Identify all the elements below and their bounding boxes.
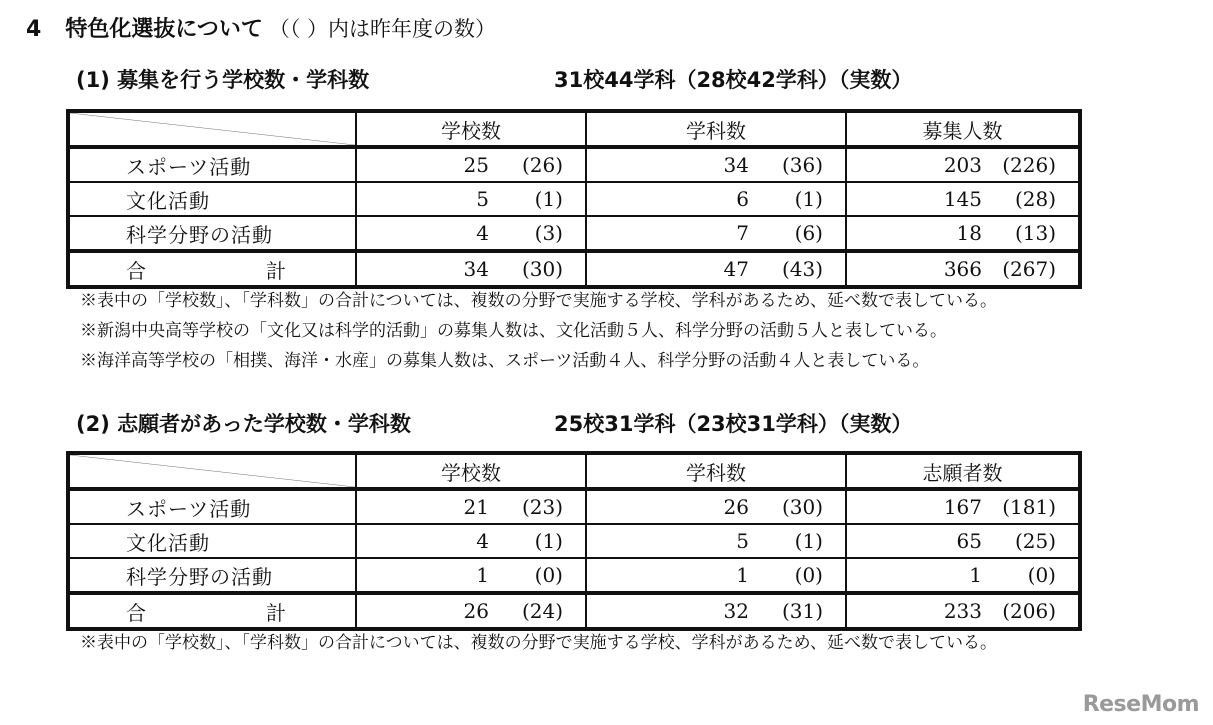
row-label: スポーツ活動: [68, 489, 356, 524]
column-header: 募集人数: [846, 111, 1080, 147]
table-header-row: [68, 453, 1080, 489]
cell-value: 5 (1): [586, 524, 846, 558]
cell-value: 32 (31): [586, 593, 846, 629]
row-label: 文化活動: [68, 182, 356, 216]
section2-table: [66, 451, 1082, 631]
cell-value: 26 (30): [586, 489, 846, 524]
cell-value: 167 (181): [846, 489, 1080, 524]
cell-value: 18 (13): [846, 216, 1080, 251]
column-header: 学校数: [356, 111, 586, 147]
table-row: [68, 558, 1080, 593]
heading-note: （（ ）内は昨年度の数）: [268, 17, 497, 41]
column-header: 学科数: [586, 453, 846, 489]
row-label: 科学分野の活動: [68, 216, 356, 251]
cell-value: 4 (1): [356, 524, 586, 558]
column-header: 志願者数: [846, 453, 1080, 489]
footnote: ※表中の「学校数」、「学科数」の合計については、複数の分野で実施する学校、学科があるため、延べ数で表している。: [80, 633, 997, 653]
cell-value: 1 (0): [356, 558, 586, 593]
cell-value: 25 (26): [356, 147, 586, 182]
section-number: 4: [26, 17, 42, 42]
total-label: 合 計: [68, 593, 356, 629]
footnote: ※表中の「学校数」、「学科数」の合計については、複数の分野で実施する学校、学科があるため、延べ数で表している。: [80, 291, 997, 311]
cell-value: 47 (43): [586, 251, 846, 287]
table-row: [68, 524, 1080, 558]
page-title: [26, 12, 496, 43]
footnote: ※海洋高等学校の「相撲、海洋・水産」の募集人数は、スポーツ活動４人、科学分野の活動４人と表している。: [80, 351, 930, 371]
corner-cell: [68, 453, 356, 489]
resemom-logo: ReseMom: [1082, 692, 1199, 717]
total-label: 合 計: [68, 251, 356, 287]
cell-value: 34 (36): [586, 147, 846, 182]
row-label: スポーツ活動: [68, 147, 356, 182]
column-header: 学校数: [356, 453, 586, 489]
total-row: [68, 251, 1080, 287]
cell-value: 26 (24): [356, 593, 586, 629]
column-header: 学科数: [586, 111, 846, 147]
cell-value: 34 (30): [356, 251, 586, 287]
cell-value: 1 (0): [846, 558, 1080, 593]
cell-value: 145 (28): [846, 182, 1080, 216]
table-row: [68, 489, 1080, 524]
table-row: [68, 216, 1080, 251]
section1-label: (1) 募集を行う学校数・学科数: [76, 68, 370, 92]
row-label: 科学分野の活動: [68, 558, 356, 593]
section1-table: [66, 109, 1082, 289]
table-row: [68, 182, 1080, 216]
cell-value: 1 (0): [586, 558, 846, 593]
cell-value: 233 (206): [846, 593, 1080, 629]
cell-value: 65 (25): [846, 524, 1080, 558]
table-header-row: [68, 111, 1080, 147]
total-row: [68, 593, 1080, 629]
cell-value: 7 (6): [586, 216, 846, 251]
table-row: [68, 147, 1080, 182]
cell-value: 6 (1): [586, 182, 846, 216]
cell-value: 21 (23): [356, 489, 586, 524]
cell-value: 4 (3): [356, 216, 586, 251]
section2-heading: [76, 408, 913, 438]
section-title: 特色化選抜について: [65, 17, 263, 42]
footnote: ※新潟中央高等学校の「文化又は科学的活動」の募集人数は、文化活動５人、科学分野の活動５人と表している。: [80, 321, 947, 341]
cell-value: 366 (267): [846, 251, 1080, 287]
section1-heading: [76, 64, 913, 94]
section1-summary: 31校44学科（28校42学科）（実数）: [554, 68, 913, 92]
cell-value: 5 (1): [356, 182, 586, 216]
row-label: 文化活動: [68, 524, 356, 558]
section2-label: (2) 志願者があった学校数・学科数: [76, 412, 411, 436]
cell-value: 203 (226): [846, 147, 1080, 182]
corner-cell: [68, 111, 356, 147]
section2-summary: 25校31学科（23校31学科）（実数）: [554, 412, 913, 436]
